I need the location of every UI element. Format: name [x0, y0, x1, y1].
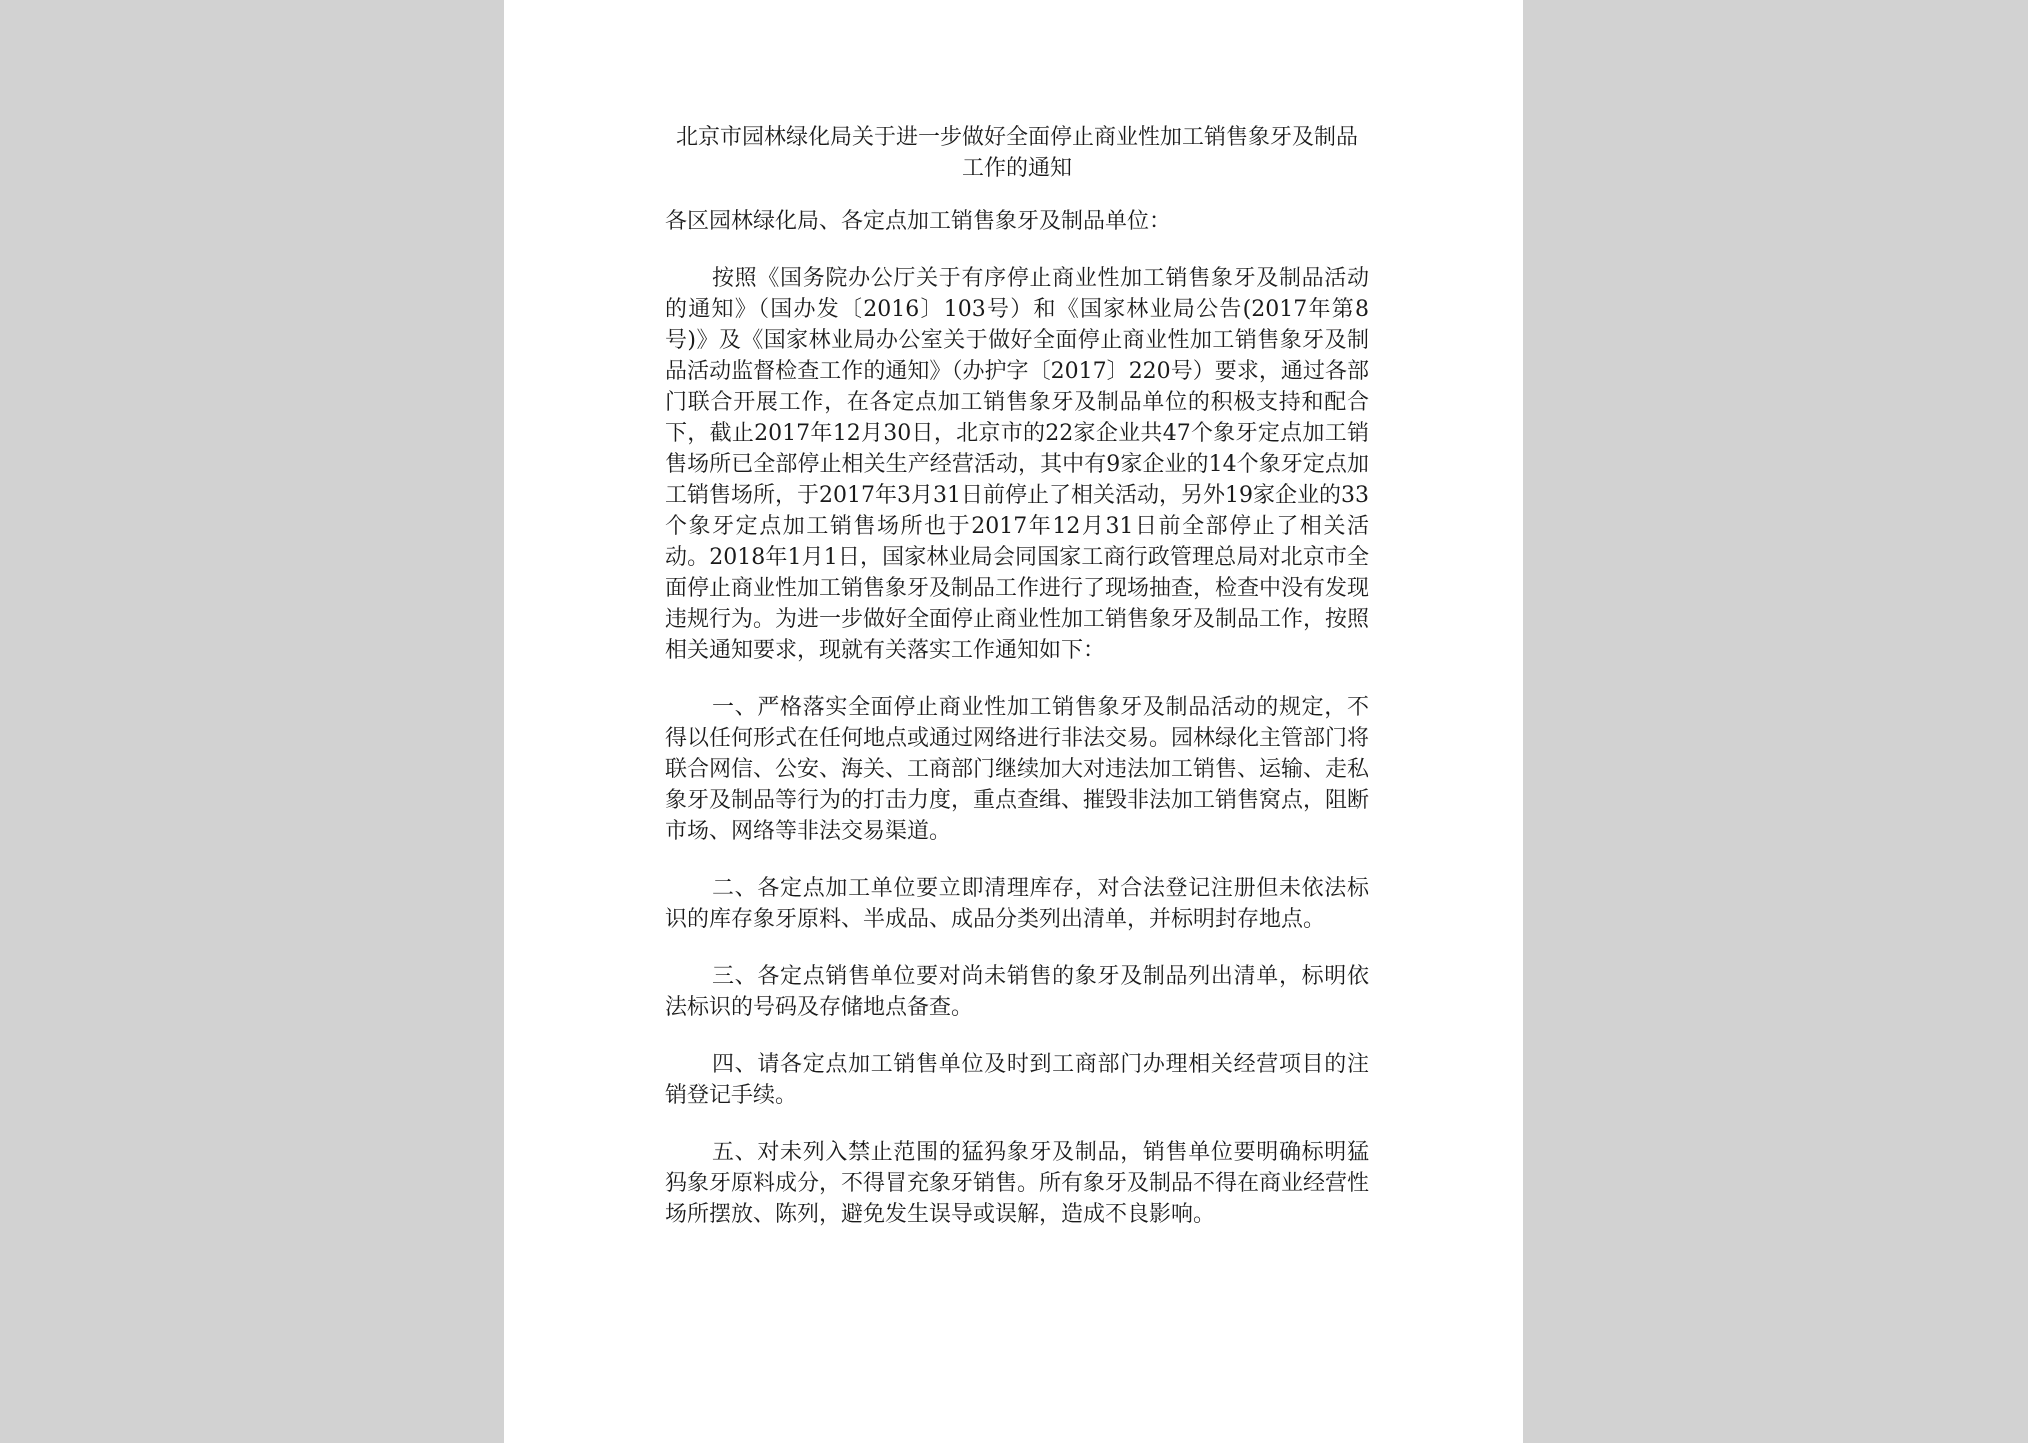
paragraph-item-3: 三、各定点销售单位要对尚未销售的象牙及制品列出清单，标明依法标识的号码及存储地点备查。: [665, 964, 1369, 1020]
page-content: [665, 122, 1369, 1256]
paragraph-intro: 按照《国务院办公厅关于有序停止商业性加工销售象牙及制品活动的通知》（国办发〔2016〕103号）和《国家林业局公告(2017年第8号)》及《国家林业局办公室关于做好全面停止商业性加工销售象牙及制品活动监督检查工作的通知》（办护字〔2017〕220号）要求，通过各部门联合开展工作，在各定点加工销售象牙及制品单位的积极支持和配合下，截止2017年12月30日，北京市的22家企业共47个象牙定点加工销售场所已全部停止相关生产经营活动，其中有9家企业的14个象牙定点加工销售场所，于2017年3月31日前停止了相关活动，另外19家企业的33个象牙定点加工销售场所也于2017年12月31日前全部停止了相关活动。2018年1月1日，国家林业局会同国家工商行政管理总局对北京市全面停止商业性加工销售象牙及制品工作进行了现场抽查，检查中没有发现违规行为。为进一步做好全面停止商业性加工销售象牙及制品工作，按照相关通知要求，现就有关落实工作通知如下：: [665, 266, 1370, 663]
paragraph-item-2: 二、各定点加工单位要立即清理库存，对合法登记注册但未依法标识的库存象牙原料、半成品、成品分类列出清单，并标明封存地点。: [665, 876, 1369, 932]
paragraph-item-4: 四、请各定点加工销售单位及时到工商部门办理相关经营项目的注销登记手续。: [665, 1052, 1369, 1108]
paragraph-item-5: 五、对未列入禁止范围的猛犸象牙及制品，销售单位要明确标明猛犸象牙原料成分，不得冒充象牙销售。所有象牙及制品不得在商业经营性场所摆放、陈列，避免发生误导或误解，造成不良影响。: [665, 1140, 1370, 1227]
document-title: 北京市园林绿化局关于进一步做好全面停止商业性加工销售象牙及制品工作的通知: [675, 125, 1358, 181]
document-page: [504, 0, 1523, 1443]
paragraph-item-1: 一、严格落实全面停止商业性加工销售象牙及制品活动的规定，不得以任何形式在任何地点或通过网络进行非法交易。园林绿化主管部门将联合网信、公安、海关、工商部门继续加大对违法加工销售、运输、走私象牙及制品等行为的打击力度，重点查缉、摧毁非法加工销售窝点，阻断市场、网络等非法交易渠道。: [665, 695, 1370, 844]
salutation: 各区园林绿化局、各定点加工销售象牙及制品单位：: [665, 209, 1172, 234]
